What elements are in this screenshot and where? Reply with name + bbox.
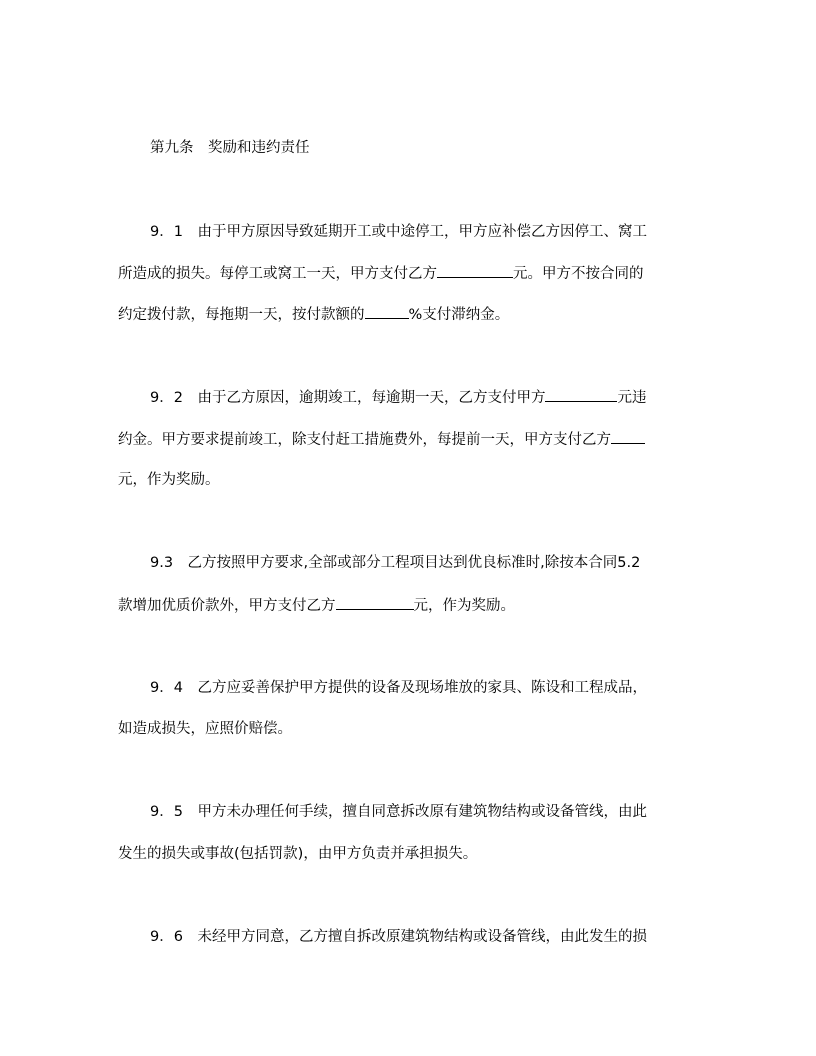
clause-9-4-line-2: 如造成损失，应照价赔偿。 [118,721,292,737]
clause-9-4-line-1: 9．4 乙方应妥善保护甲方提供的设备及现场堆放的家具、陈设和工程成品， [150,680,647,696]
clause-9-1-line-1: 9．1 由于甲方原因导致延期开工或中途停工，甲方应补偿乙方因停工、窝工 [150,224,647,240]
fill-in-blank [336,595,414,610]
clause-9-1-line-3 [118,304,509,325]
text-segment: 元。甲方不按合同的 [513,266,644,282]
text-segment: 9．2 由于乙方原因，逾期竣工，每逾期一天，乙方支付甲方 [150,390,546,406]
fill-in-blank [365,304,409,319]
text-segment: 元，作为奖励。 [413,598,515,614]
text-segment: %支付滞纳金。 [408,307,510,323]
clause-9-6-line-1: 9．6 未经甲方同意，乙方擅自拆改原建筑物结构或设备管线，由此发生的损 [150,929,647,945]
text-segment: 约定拨付款，每拖期一天，按付款额的 [118,307,365,323]
clause-9-3-line-1: 9.3 乙方按照甲方要求,全部或部分工程项目达到优良标准时,除按本合同5.2 [150,555,641,571]
text-segment: 约金。甲方要求提前竣工，除支付赶工措施费外，每提前一天，甲方支付乙方 [118,432,611,448]
text-segment: 款增加优质价款外，甲方支付乙方 [118,598,336,614]
clause-9-2-line-3: 元，作为奖励。 [118,472,220,488]
article-heading: 第九条 奖励和违约责任 [150,140,310,156]
clause-9-1-line-2 [118,263,644,284]
fill-in-blank [437,263,513,278]
clause-9-5-line-2: 发生的损失或事故(包括罚款)，由甲方负责并承担损失。 [118,846,478,862]
clause-9-3-line-2 [118,595,515,616]
clause-9-2-line-1 [150,387,646,408]
clause-9-2-line-2 [118,429,645,450]
text-segment: 所造成的损失。每停工或窝工一天，甲方支付乙方 [118,266,437,282]
fill-in-blank [545,387,617,402]
fill-in-blank [611,429,645,444]
clause-9-5-line-1: 9．5 甲方未办理任何手续，擅自同意拆改原有建筑物结构或设备管线，由此 [150,804,647,820]
text-segment: 元违 [617,390,647,406]
